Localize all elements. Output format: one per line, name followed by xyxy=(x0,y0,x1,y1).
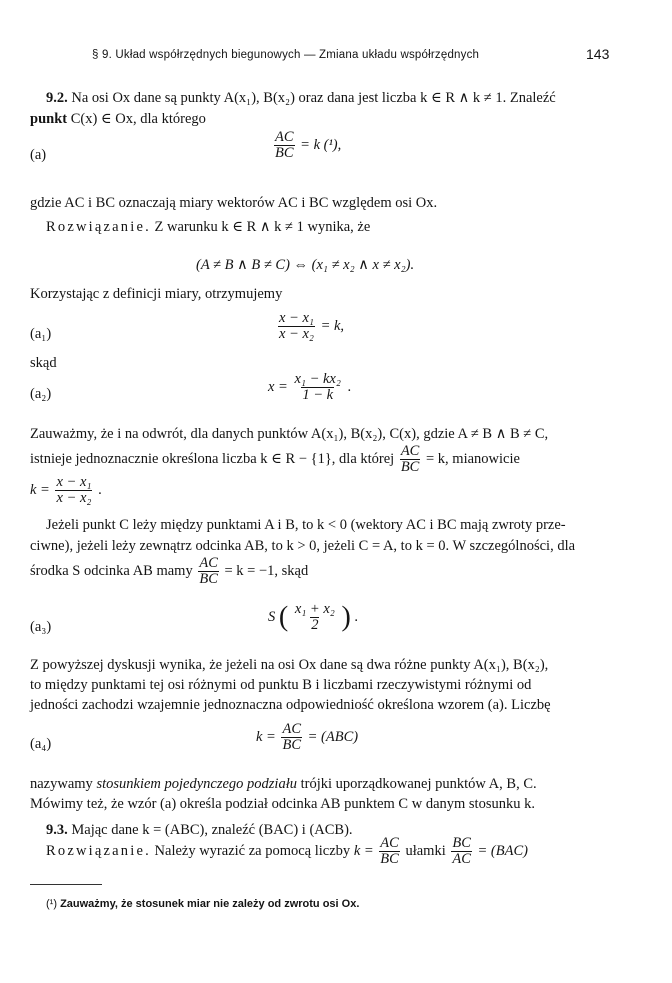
eq-a3-rhs: . xyxy=(354,608,359,625)
k-eq-denominator: x − x₂ xyxy=(56,490,92,506)
eq-a xyxy=(272,130,341,161)
problem-9-3-solution xyxy=(46,836,528,867)
eq-a4-fraction xyxy=(281,722,302,753)
eq-a3-lhs: S xyxy=(268,608,276,625)
eq-a2-lhs: x = xyxy=(268,378,288,395)
footnote-rule xyxy=(30,884,102,885)
sol-9-3-mid: ułamki xyxy=(405,842,446,859)
solution-label-9-3: Rozwiązanie. xyxy=(46,842,151,859)
k-eq-fraction xyxy=(55,475,92,506)
srodka-denominator: BC xyxy=(199,571,218,587)
line-jezeli-1: Jeżeli punkt C leży między punktami A i B, to k < 0 (wektory AC i BC mają zwroty prze- xyxy=(46,517,566,533)
para-z-3: jedności zachodzi wzajemnie jednoznaczna odpowiedniość określona wzorem (a). Liczbę xyxy=(30,697,551,713)
eq-a2-fraction xyxy=(293,372,341,403)
nazywamy-b: trójki uporządkowanej punktów A, B, C. xyxy=(300,776,537,792)
sol-9-3-a: Należy wyrazić za pomocą liczby xyxy=(154,842,351,859)
sol-fraction-1-numerator: AC xyxy=(380,835,399,851)
k-eq-numerator: x − x₁ xyxy=(56,474,92,490)
para-z-2: to między punktami tej osi różnymi od punktu B i liczbami rzeczywistymi różnymi od xyxy=(30,677,532,693)
k-equation xyxy=(30,475,102,506)
problem-number: 9.2. xyxy=(46,90,68,106)
eq-a1 xyxy=(276,311,344,342)
eq-a3 xyxy=(268,602,358,633)
line-mowimy: Mówimy też, że wzór (a) określa podział odcinka AB punktem C w danym stosunku k. xyxy=(30,796,535,812)
nazywamy-a: nazywamy xyxy=(30,776,93,792)
eq-a3-denominator: 2 xyxy=(311,617,319,633)
right-paren: ) xyxy=(341,601,351,633)
eq-a2-label: (a₂) xyxy=(30,386,52,402)
line-istnieje-b: = k, mianowicie xyxy=(425,450,520,467)
eq-condition: (A ≠ B ∧ B ≠ C) ⇔ (x₁ ≠ x₂ ∧ x ≠ x₂). xyxy=(196,257,415,273)
eq-a1-denominator: x − x₂ xyxy=(279,326,314,342)
sol-fraction-1 xyxy=(379,836,400,867)
istnieje-denominator: BC xyxy=(400,459,420,475)
problem-9-2-line2 xyxy=(30,110,206,128)
problem-text: Na osi Ox dane są punkty A(x₁), B(x₂) oraz dana jest liczba k ∈ R ∧ k ≠ 1. Znaleźć xyxy=(71,90,556,106)
line-nazywamy xyxy=(30,775,537,793)
eq-a4 xyxy=(256,722,358,753)
line-korzystajac: Korzystając z definicji miary, otrzymujemy xyxy=(30,286,283,302)
problem-9-3-text: Mając dane k = (ABC), znaleźć (BAC) i (ACB). xyxy=(71,822,353,838)
solution-line xyxy=(46,218,370,236)
eq-a4-rhs: = (ABC) xyxy=(307,728,359,745)
sol-fraction-2-numerator: BC xyxy=(452,835,471,851)
istnieje-numerator: AC xyxy=(400,443,420,459)
para-z-1: Z powyższej dyskusji wynika, że jeżeli na osi Ox dane są dwa różne punkty A(x₁), B(x₂), xyxy=(30,657,549,673)
eq-a4-denominator: BC xyxy=(282,737,302,753)
eq-a4-numerator: AC xyxy=(282,721,302,737)
k-eq-rhs: . xyxy=(98,481,102,498)
line-istnieje xyxy=(30,444,520,475)
problem-9-3-number: 9.3. xyxy=(46,822,68,838)
eq-a4-lhs: k = xyxy=(256,728,276,745)
eq-a2-rhs: . xyxy=(347,378,352,395)
eq-a-numerator: AC xyxy=(275,129,294,145)
solution-text: Z warunku k ∈ R ∧ k ≠ 1 wynika, że xyxy=(154,219,371,235)
footnote-text: Zauważmy, że stosunek miar nie zależy od zwrotu osi Ox. xyxy=(60,898,360,910)
srodka-fraction xyxy=(198,556,219,587)
sol-9-3-k: k = xyxy=(353,842,374,859)
line-srodka xyxy=(30,556,308,587)
eq-a-rhs: = k (¹), xyxy=(300,136,342,153)
line-istnieje-a: istnieje jednoznacznie określona liczba k ∈ R − {1}, dla której xyxy=(30,450,395,467)
eq-a3-label: (a₃) xyxy=(30,619,52,635)
solution-label: Rozwiązanie. xyxy=(46,219,151,235)
page-number: 143 xyxy=(586,46,610,62)
sol-fraction-2 xyxy=(451,836,472,867)
eq-a-fraction xyxy=(274,130,295,161)
eq-a1-numerator: x − x₁ xyxy=(279,310,314,326)
word-punkt: punkt xyxy=(30,111,68,127)
line-gdzie: gdzie AC i BC oznaczają miary wektorów AC i BC względem osi Ox. xyxy=(30,195,438,211)
eq-a1-label: (a₁) xyxy=(30,326,52,342)
eq-a-label: (a) xyxy=(30,147,47,163)
srodka-numerator: AC xyxy=(199,555,218,571)
eq-a2-numerator: x₁ − kx₂ xyxy=(294,371,341,387)
eq-a2-denominator: 1 − k xyxy=(302,387,334,403)
eq-a3-numerator: x₁ + x₂ xyxy=(294,601,335,617)
eq-a-denominator: BC xyxy=(275,145,294,161)
problem-text-2: C(x) ∈ Ox, dla którego xyxy=(70,111,206,127)
sol-9-3-b: = (BAC) xyxy=(477,842,528,859)
line-jezeli-2: ciwne), jeżeli leży zewnątrz odcinka AB, to k > 0, jeżeli C = A, to k = 0. W szczególności, dla xyxy=(30,538,576,554)
line-skad: skąd xyxy=(30,355,57,371)
line-zauwazmy: Zauważmy, że i na odwrót, dla danych punktów A(x₁), B(x₂), C(x), gdzie A ≠ B ∧ B ≠ C, xyxy=(30,426,549,442)
istnieje-fraction xyxy=(400,444,421,475)
sol-fraction-1-denominator: BC xyxy=(380,851,399,867)
term-stosunek: stosunkiem pojedynczego podziału xyxy=(96,776,297,792)
left-paren: ( xyxy=(278,601,289,633)
footnote-marker: (¹) xyxy=(46,898,57,910)
eq-a4-label: (a₄) xyxy=(30,736,52,752)
line-srodka-a: środka S odcinka AB mamy xyxy=(30,562,193,579)
line-srodka-b: = k = −1, skąd xyxy=(224,562,309,579)
eq-a3-fraction xyxy=(294,602,336,633)
eq-a1-fraction xyxy=(278,311,315,342)
eq-a2 xyxy=(268,372,351,403)
footnote xyxy=(46,895,359,913)
problem-9-2-line1 xyxy=(46,89,556,107)
sol-fraction-2-denominator: AC xyxy=(452,851,471,867)
eq-a1-rhs: = k, xyxy=(320,317,345,334)
k-eq-lhs: k = xyxy=(30,481,50,498)
running-header: § 9. Układ współrzędnych biegunowych — Zmiana układu współrzędnych xyxy=(92,49,480,61)
